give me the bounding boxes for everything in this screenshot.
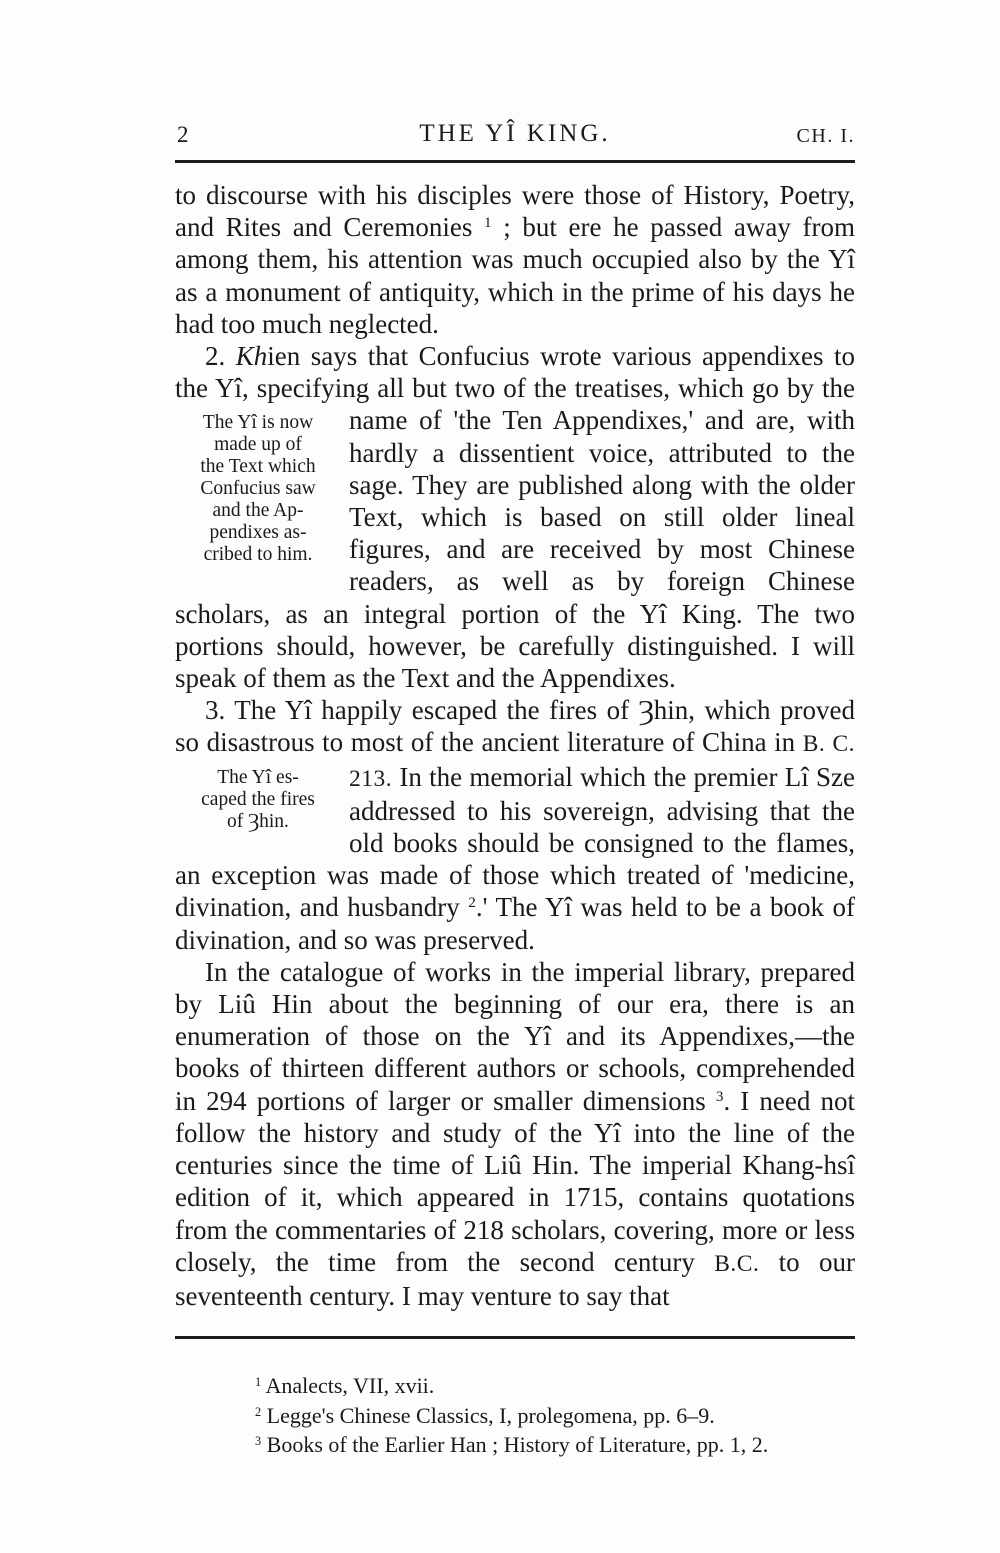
- margin-note-line: Confucius saw: [200, 478, 316, 500]
- paragraph-2: [175, 340, 855, 694]
- date-text: B.C.: [714, 1250, 760, 1277]
- footnote-number: 3: [255, 1434, 262, 1449]
- margin-note-line: cribed to him.: [203, 544, 313, 566]
- paragraph-1: [175, 179, 855, 340]
- footnote-list: [255, 1371, 855, 1460]
- header-rule: [175, 160, 855, 163]
- page-number: 2: [177, 122, 189, 147]
- margin-note-line: pendixes as-: [209, 522, 307, 544]
- date-text: B. C. 213.: [349, 731, 855, 792]
- margin-note-line: and the Ap-: [212, 500, 304, 522]
- margin-note-line: of Ȝhin.: [227, 810, 289, 832]
- footnote-rule: [175, 1336, 855, 1339]
- margin-note-line: The Yî is now: [202, 412, 314, 434]
- footnote-text: Legge's Chinese Classics, I, prolegomena, pp. 6–9.: [266, 1402, 715, 1428]
- paragraph-text: 3. The Yî happily escaped the fires of Ȝhin, which proved so disastrous to most of the ancient literature of China in: [175, 695, 855, 758]
- paragraph-text: 2.: [205, 341, 236, 372]
- paragraph-text: In the memorial which the premier Lî Sze addressed to his sovereign, advising that the old books should be consigned to the flames, an exception was made of those which treated of 'medicine, divination, and husbandry: [175, 761, 855, 923]
- footnote-section: [175, 1336, 855, 1460]
- margin-note-line: made up of: [214, 434, 302, 456]
- paragraph-text: to discourse with his disciples were those of History, Poetry, and Rites and Ceremonies: [175, 180, 855, 243]
- footnote-1: [255, 1371, 855, 1401]
- paragraph-3: [175, 694, 855, 956]
- margin-note-line: The Yî es-: [217, 766, 299, 788]
- paragraph-text: by the name of 'the Ten Appendixes,' and are, with hardly a dissentient voice, attributed to the sage. They are published along with the older Text, which is based on still older lineal figures, and are received by most Chinese readers, as well as by foreign Chinese scholars, as an integral portion of the Yî King. The two portions should, however, be carefully distinguished. I will speak of them as the Text and the Appendixes.: [175, 373, 855, 694]
- margin-note-1: [175, 412, 349, 566]
- paragraph-text: ien says that Confucius wrote various appendixes to the Yî, specifying all but two of the treatises, which go: [175, 341, 855, 404]
- margin-note-2: [175, 767, 349, 833]
- paragraph-text: .' The Yî was held to be a book of divination, and so was preserved.: [175, 892, 855, 955]
- footnote-2: [255, 1401, 855, 1431]
- paragraph-text: ; but ere he passed away from among them, his attention was much occupied also by the Yî as a monument of antiquity, which in the prime of his days he had too much neglected.: [175, 212, 855, 339]
- running-title: THE YÎ KING.: [419, 120, 611, 147]
- footnote-text: Analects, VII, xvii.: [265, 1373, 435, 1399]
- page-body: [175, 179, 855, 1312]
- chapter-label: CH. I.: [796, 125, 855, 147]
- paragraph-text: In the catalogue of works in the imperial library, prepared by Liû Hin about the beginning of our era, there is an enumeration of those on the Yî and its Appendixes,—the books of thirteen different authors or schools, comprehended in 294 portions of larger or smaller dimensions: [175, 956, 855, 1116]
- paragraph-text: . I need not follow the history and study of the Yî into the line of the centuries since the time of Liû Hin. The imperial Khang-hsî edition of it, which appeared in 1715, contains quotations from the commentaries of 218 scholars, covering, more or less closely, the time from the second century: [175, 1085, 855, 1277]
- paragraph-4: [175, 956, 855, 1312]
- footnote-3: [255, 1430, 855, 1460]
- footnote-text: Books of the Earlier Han ; History of Literature, pp. 1, 2.: [266, 1432, 769, 1458]
- margin-note-line: the Text which: [200, 456, 316, 478]
- footnote-ref-1: 1: [484, 215, 492, 232]
- italic-text: Kh: [235, 341, 268, 372]
- running-head: [175, 118, 855, 148]
- footnote-number: 2: [255, 1404, 262, 1419]
- footnote-number: 1: [255, 1375, 262, 1390]
- paragraph-text: to our seventeenth century. I may venture to say that: [175, 1246, 856, 1311]
- footnote-ref-3: 3: [715, 1088, 724, 1105]
- footnote-ref-2: 2: [468, 895, 476, 912]
- margin-note-line: caped the fires: [201, 788, 315, 810]
